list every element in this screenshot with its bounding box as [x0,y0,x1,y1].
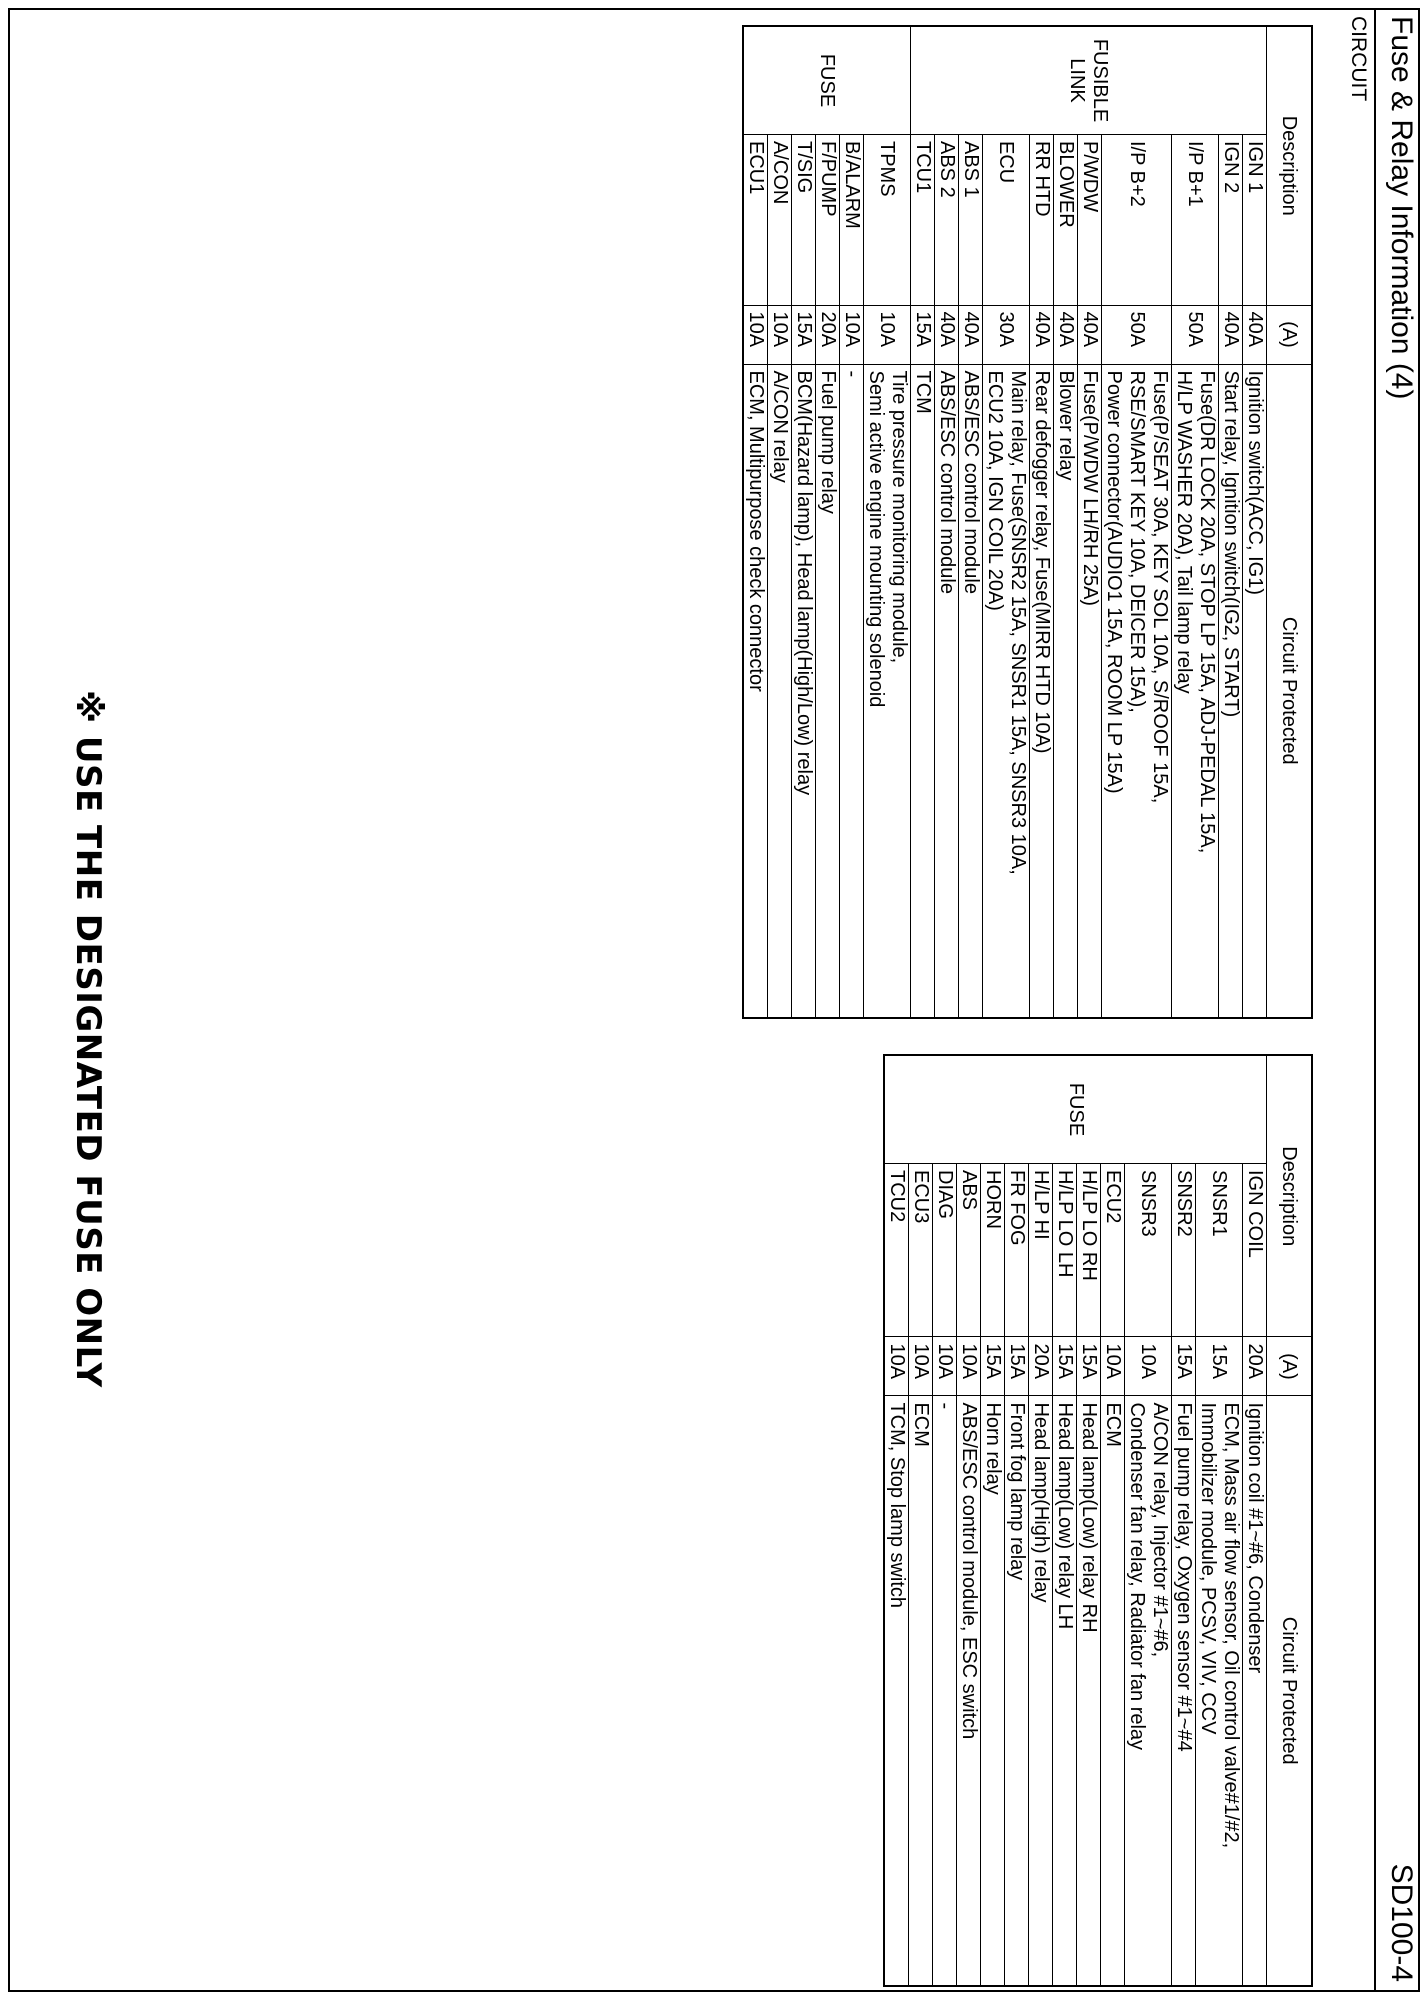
circuit-protected [864,364,911,1018]
circuit-line: Ignition coil #1~#6, Condenser [1244,1402,1266,1674]
circuit-protected [983,364,1030,1018]
fuse-amperage: 20A [1243,1337,1267,1396]
fuse-amperage: 15A [1196,1337,1243,1396]
circuit-protected [884,1396,909,1986]
circuit-line: Tire pressure monitoring module, [888,370,910,664]
fuse-amperage: 15A [792,305,816,364]
table-row [1196,1055,1243,1986]
fuse-name: TPMS [864,135,911,306]
fuse-amperage: 10A [840,305,864,364]
table-row [1102,26,1172,1018]
fuse-amperage: 40A [959,305,983,364]
circuit-line: ABS/ESC control module [960,370,982,594]
circuit-line: Fuse(P/WDW LH/RH 25A) [1079,370,1101,607]
fuse-name: ABS 2 [935,135,959,306]
circuit-protected [792,364,816,1018]
circuit-line: TCM [912,370,934,414]
fuse-name: ECU [983,135,1030,306]
circuit-protected [935,364,959,1018]
page-title: Fuse & Relay Information (4) [1385,16,1418,400]
fuse-amperage: 20A [1029,1337,1053,1396]
table-row [816,26,840,1018]
circuit-protected [1101,1396,1125,1986]
fuse-name: IGN 1 [1243,135,1267,306]
circuit-line: Fuse(P/SEAT 30A, KEY SOL 10A, S/ROOF 15A, [1149,370,1171,804]
fuse-name: A/CON [768,135,792,306]
table-row [911,26,935,1018]
fuse-name: H/LP HI [1029,1164,1053,1337]
circuit-protected [959,364,983,1018]
fuse-amperage: 40A [1219,305,1243,364]
fuse-name: ECU3 [909,1164,933,1337]
circuit-protected [1172,364,1219,1018]
table-row [1078,26,1102,1018]
table-row [864,26,911,1018]
circuit-line: - [934,1402,956,1410]
fuse-name: DIAG [933,1164,957,1337]
circuit-protected [1102,364,1172,1018]
table-row [1030,26,1054,1018]
circuit-line: Condenser fan relay, Radiator fan relay [1126,1402,1148,1751]
fuse-amperage: 10A [864,305,911,364]
circuit-protected [816,364,840,1018]
circuit-line: Main relay, Fuse(SNSR2 15A, SNSR1 15A, SNSR3 10A, [1007,370,1029,875]
fuse-amperage: 10A [884,1337,909,1396]
fuse-table-2-body [884,1055,1267,1986]
fuse-amperage: 15A [1077,1337,1101,1396]
group-label [911,26,1267,135]
circuit-protected [1196,1396,1243,1986]
circuit-line: - [841,370,863,378]
table-row [933,1055,957,1986]
col-circuit: Circuit Protected [1267,1396,1313,1986]
circuit-line: ABS/ESC control module [936,370,958,594]
fuse-name: RR HTD [1030,135,1054,306]
circuit-line: Head lamp(Low) relay RH [1078,1402,1100,1633]
fuse-name: SNSR3 [1125,1164,1172,1337]
circuit-line: Ignition switch(ACC, IG1) [1244,370,1266,596]
circuit-line: Front fog lamp relay [1006,1402,1028,1581]
col-amp: (A) [1267,305,1313,364]
table-row [957,1055,981,1986]
fuse-table-1-body [743,26,1267,1018]
fuse-amperage: 10A [768,305,792,364]
fuse-amperage: 40A [1243,305,1267,364]
fuse-amperage: 40A [1078,305,1102,364]
fuse-name: SNSR1 [1196,1164,1243,1337]
circuit-protected [1077,1396,1101,1986]
circuit-line: Horn relay [982,1402,1004,1495]
fuse-name: ABS 1 [959,135,983,306]
fuse-name: FR FOG [1005,1164,1029,1337]
fuse-amperage: 10A [909,1337,933,1396]
circuit-protected [1243,1396,1267,1986]
circuit-protected [768,364,792,1018]
fuse-amperage: 15A [1172,1337,1196,1396]
circuit-line: ECM, Multipurpose check connector [745,370,767,692]
table-row [1029,1055,1053,1986]
fuse-name: ECU1 [743,135,768,306]
table-row [792,26,816,1018]
fuse-amperage: 50A [1102,305,1172,364]
group-label-text: FUSIBLE LINK [1066,38,1112,123]
fuse-name: BLOWER [1054,135,1078,306]
page-code: SD100-4 [1385,1863,1418,1982]
circuit-protected [933,1396,957,1986]
table-row [981,1055,1005,1986]
table-row [935,26,959,1018]
table-row [743,26,768,1018]
circuit-line: Fuel pump relay [817,370,839,514]
designated-fuse-note: ※ USE THE DESIGNATED FUSE ONLY [68,690,108,1388]
table-header-row [1267,1055,1313,1986]
circuit-line: BCM(Hazard lamp), Head lamp(High/Low) relay [793,370,815,796]
circuit-line: RSE/SMART KEY 10A, DEICER 15A), [1126,370,1148,713]
fuse-name: P/WDW [1078,135,1102,306]
circuit-line: A/CON relay, Injector #1~#6, [1149,1402,1171,1658]
fuse-amperage: 50A [1172,305,1219,364]
circuit-line: Power connector(AUDIO1 15A, ROOM LP 15A) [1103,370,1125,794]
table-row [959,26,983,1018]
fuse-amperage: 30A [983,305,1030,364]
fuse-amperage: 10A [1125,1337,1172,1396]
circuit-line: Fuel pump relay, Oxygen sensor #1~#4 [1173,1402,1195,1752]
circuit-line: Head lamp(High) relay [1030,1402,1052,1603]
circuit-line: A/CON relay [769,370,791,483]
table-row [1053,1055,1077,1986]
circuit-line: Head lamp(Low) relay LH [1054,1402,1076,1630]
fuse-amperage: 10A [1101,1337,1125,1396]
fuse-name: ABS [957,1164,981,1337]
circuit-line: Start relay, Ignition switch(IG2, START) [1220,370,1242,718]
fuse-amperage: 10A [743,305,768,364]
circuit-protected [743,364,768,1018]
section-label: CIRCUIT [1347,16,1370,102]
table-row [1219,26,1243,1018]
circuit-protected [909,1396,933,1986]
circuit-line: Fuse(DR LOCK 20A, STOP LP 15A, ADJ-PEDAL 15A, [1196,370,1218,854]
fuse-amperage: 40A [1054,305,1078,364]
header-divider [1374,8,1376,1992]
col-description: Description [1267,1055,1313,1337]
circuit-line: ECM [910,1402,932,1447]
circuit-protected [1005,1396,1029,1986]
circuit-protected [1172,1396,1196,1986]
table-row [1172,1055,1196,1986]
group-label [884,1055,1267,1164]
circuit-protected [1029,1396,1053,1986]
fuse-table-1 [742,25,1313,1019]
circuit-protected [840,364,864,1018]
fuse-amperage: 15A [911,305,935,364]
fuse-name: HORN [981,1164,1005,1337]
table-row [1005,1055,1029,1986]
circuit-protected [1030,364,1054,1018]
circuit-protected [1078,364,1102,1018]
table-row [1077,1055,1101,1986]
fuse-amperage: 40A [935,305,959,364]
group-label [743,26,911,135]
circuit-protected [1125,1396,1172,1986]
table-row [909,1055,933,1986]
table-row [840,26,864,1018]
fuse-name: F/PUMP [816,135,840,306]
circuit-protected [1243,364,1267,1018]
col-description: Description [1267,26,1313,305]
fuse-name: H/LP LO LH [1053,1164,1077,1337]
fuse-name: TCU2 [884,1164,909,1337]
fuse-amperage: 15A [1053,1337,1077,1396]
table-row [1172,26,1219,1018]
circuit-line: Semi active engine mounting solenoid [865,370,887,708]
circuit-line: ABS/ESC control module, ESC switch [958,1402,980,1740]
circuit-line: H/LP WASHER 20A), Tail lamp relay [1173,370,1195,694]
circuit-line: ECU2 10A, IGN COIL 20A) [984,370,1006,611]
fuse-amperage: 10A [957,1337,981,1396]
fuse-amperage: 20A [816,305,840,364]
circuit-protected [957,1396,981,1986]
table-row [1054,26,1078,1018]
circuit-line: Rear defogger relay, Fuse(MIRR HTD 10A) [1031,370,1053,754]
fuse-name: I/P B+2 [1102,135,1172,306]
circuit-protected [1054,364,1078,1018]
circuit-protected [1053,1396,1077,1986]
table-row [768,26,792,1018]
group-label-text: FUSE [1065,1082,1087,1137]
circuit-line: Immobilizer module, PCSV, VIV, CCV [1197,1402,1219,1735]
fuse-name: H/LP LO RH [1077,1164,1101,1337]
fuse-name: I/P B+1 [1172,135,1219,306]
circuit-line: ECM [1102,1402,1124,1447]
fuse-name: IGN COIL [1243,1164,1267,1337]
table-row [884,1055,909,1986]
fuse-amperage: 40A [1030,305,1054,364]
fuse-name: B/ALARM [840,135,864,306]
circuit-line: ECM, Mass air flow sensor, Oil control valve#1/#2, [1220,1402,1242,1849]
fuse-name: ECU2 [1101,1164,1125,1337]
col-circuit: Circuit Protected [1267,364,1313,1018]
col-amp: (A) [1267,1337,1313,1396]
table-row [1243,1055,1267,1986]
table-row [1101,1055,1125,1986]
fuse-amperage: 15A [981,1337,1005,1396]
fuse-name: SNSR2 [1172,1164,1196,1337]
circuit-protected [911,364,935,1018]
table-header-row [1267,26,1313,1018]
table-row [1243,26,1267,1018]
circuit-line: Blower relay [1055,370,1077,481]
fuse-amperage: 15A [1005,1337,1029,1396]
fuse-name: T/SIG [792,135,816,306]
circuit-protected [981,1396,1005,1986]
table-row [983,26,1030,1018]
fuse-name: IGN 2 [1219,135,1243,306]
circuit-line: TCM, Stop lamp switch [886,1402,908,1609]
fuse-name: TCU1 [911,135,935,306]
fuse-table-2 [883,1054,1313,1987]
circuit-protected [1219,364,1243,1018]
group-label-text: FUSE [816,53,839,108]
table-row [1125,1055,1172,1986]
fuse-amperage: 10A [933,1337,957,1396]
